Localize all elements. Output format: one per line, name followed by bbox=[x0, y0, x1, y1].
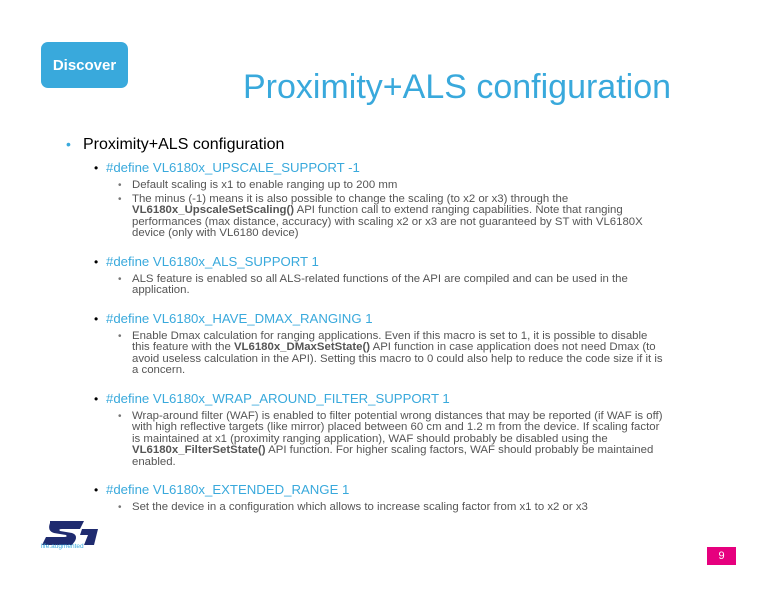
define-note: • Enable Dmax calculation for ranging applications. Even if this macro is set to 1, it is possible to disable this feature with the VL6180x_DMaxSetState() API function in case application does not need Dmax (to avoid useless calculation in the API). Setting this macro to 0 could also help to reduce the code size if it is a concern. bbox=[118, 331, 666, 377]
define-item: • #define VL6180x_WRAP_AROUND_FILTER_SUPPORT 1 bbox=[94, 390, 450, 406]
section-heading: • Proximity+ALS configuration bbox=[66, 136, 285, 153]
note-fragment: API function. For higher scaling factors, WAF should probably be maintained enabled. bbox=[132, 444, 654, 468]
discover-badge: Discover bbox=[41, 42, 128, 88]
note-text bbox=[132, 502, 588, 514]
note-text bbox=[132, 180, 397, 192]
define-item: • #define VL6180x_UPSCALE_SUPPORT -1 bbox=[94, 160, 360, 175]
note-text bbox=[132, 331, 666, 377]
define-note: • Wrap-around filter (WAF) is enabled to filter potential wrong distances that may be reported (if WAF is off) with high reflective targets (like mirror) placed between 60 cm and 1.2 m from the device. If scaling factor is maintained at x1 (proximity ranging application), WAF should probably be disabled using the VL6180x_FilterSetState() API function. For higher scaling factors, WAF should probably be maintained enabled. bbox=[118, 411, 666, 469]
api-function-name: VL6180x_DMaxSetState() bbox=[233, 341, 371, 353]
note-fragment: Default scaling is x1 to enable ranging up to 200 mm bbox=[132, 179, 398, 191]
define-note: • Default scaling is x1 to enable ranging up to 200 mm bbox=[118, 179, 398, 191]
note-fragment: Set the device in a configuration which allows to increase scaling factor from x1 to x2 or x3 bbox=[132, 501, 588, 513]
note-fragment: ALS feature is enabled so all ALS-related functions of the API are compiled and can be used in the application. bbox=[132, 272, 628, 296]
note-fragment: Wrap-around filter (WAF) is enabled to filter potential wrong distances that may be reported (if WAF is off) with high reflective targets (like mirror) placed between 60 cm and 1.2 m from the device. If scaling factor is maintained at x1 (proximity ranging application), WAF should probably be disabled using the bbox=[132, 409, 663, 445]
note-text bbox=[132, 411, 666, 469]
define-item: • #define VL6180x_HAVE_DMAX_RANGING 1 bbox=[94, 310, 373, 326]
define-note: • Set the device in a configuration which allows to increase scaling factor from x1 to x2 or x3 bbox=[118, 501, 588, 513]
note-fragment: The minus (-1) means it is also possible to change the scaling (to x2 or x3) through the bbox=[132, 192, 569, 205]
note-fragment: API function in case application does not need Dmax (to avoid useless calculation in the API). Setting this macro to 0 could also help to reduce the code size if it is a concern. bbox=[132, 341, 663, 376]
define-label: #define VL6180x_ALS_SUPPORT 1 bbox=[106, 253, 319, 269]
note-fragment: Enable Dmax calculation for ranging applications. Even if this macro is set to 1, it is possible to disable this feature with the bbox=[132, 329, 648, 353]
define-item: • #define VL6180x_ALS_SUPPORT 1 bbox=[94, 253, 319, 269]
define-note: • The minus (-1) means it is also possible to change the scaling (to x2 or x3) through the VL6180x_UpscaleSetScaling() API function call to extend ranging capabilities. Note that ranging performances (max distance, accuracy) with scaling x2 or x3 are not guaranteed by ST with VL6180X device (only with VL6180 device) bbox=[118, 194, 666, 240]
define-label: #define VL6180x_HAVE_DMAX_RANGING 1 bbox=[106, 310, 373, 326]
note-text bbox=[132, 274, 666, 297]
st-logo-icon bbox=[38, 517, 110, 557]
define-label: #define VL6180x_UPSCALE_SUPPORT -1 bbox=[106, 160, 360, 175]
note-fragment: API function call to extend ranging capabilities. Note that ranging performances (max distance, accuracy) with scaling x2 or x3 are not guaranteed by ST with VL6180X device (only with VL6180 device) bbox=[132, 204, 643, 239]
define-label: #define VL6180x_WRAP_AROUND_FILTER_SUPPORT 1 bbox=[106, 390, 450, 406]
page-number: 9 bbox=[707, 547, 736, 565]
define-list bbox=[66, 160, 666, 514]
tagline: life.augmented bbox=[41, 543, 84, 550]
define-note: • ALS feature is enabled so all ALS-related functions of the API are compiled and can be used in the application. bbox=[118, 274, 666, 297]
note-text bbox=[132, 194, 666, 240]
define-label: #define VL6180x_EXTENDED_RANGE 1 bbox=[106, 482, 350, 497]
api-function-name: VL6180x_FilterSetState() bbox=[132, 444, 266, 456]
page-title: Proximity+ALS configuration bbox=[243, 68, 672, 106]
section-heading-text: Proximity+ALS configuration bbox=[83, 136, 285, 153]
api-function-name: VL6180x_UpscaleSetScaling() bbox=[132, 204, 295, 216]
define-item: • #define VL6180x_EXTENDED_RANGE 1 bbox=[94, 482, 350, 497]
slide-content bbox=[66, 135, 666, 516]
